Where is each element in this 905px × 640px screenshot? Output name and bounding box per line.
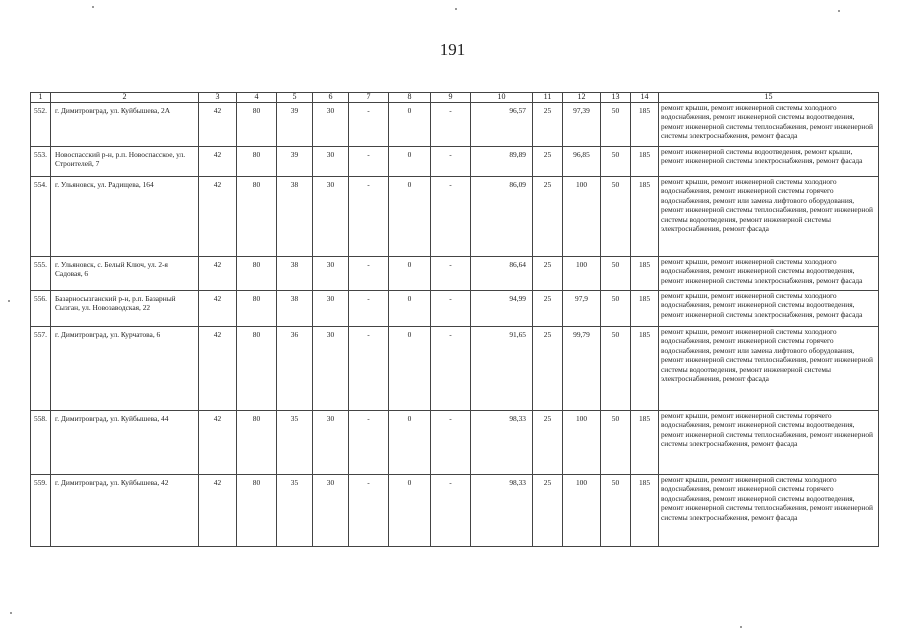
table-row <box>31 146 879 176</box>
value-cell: 80 <box>237 146 277 176</box>
value-cell: 42 <box>199 474 237 546</box>
value-cell: 0 <box>389 102 431 146</box>
value-cell: - <box>349 290 389 326</box>
value-cell: 0 <box>389 326 431 410</box>
value-cell: - <box>349 176 389 256</box>
value-cell: 0 <box>389 146 431 176</box>
value-cell: 30 <box>313 326 349 410</box>
value-cell: 80 <box>237 326 277 410</box>
header-cell: 11 <box>533 93 563 103</box>
header-cell: 3 <box>199 93 237 103</box>
value-cell: 80 <box>237 410 277 474</box>
scan-speck <box>740 626 742 628</box>
value-cell: 39 <box>277 146 313 176</box>
header-cell: 5 <box>277 93 313 103</box>
table-row <box>31 326 879 410</box>
value-cell: 94,99 <box>471 290 533 326</box>
value-cell: - <box>349 146 389 176</box>
value-cell: 80 <box>237 290 277 326</box>
address-cell: Новоспасский р-н, р.п. Новоспасское, ул. Строителей, 7 <box>51 146 199 176</box>
value-cell: 50 <box>601 102 631 146</box>
value-cell: 80 <box>237 176 277 256</box>
value-cell: 50 <box>601 326 631 410</box>
address-cell: г. Димитровград, ул. Куйбышева, 42 <box>51 474 199 546</box>
value-cell: 0 <box>389 176 431 256</box>
value-cell: - <box>431 474 471 546</box>
works-cell: ремонт крыши, ремонт инженерной системы холодного водоснабжения, ремонт инженерной системы горячего водоснабжения, ремонт или замена лифтового оборудования, ремонт инженерной системы теплоснабжения, ремонт инженерной системы водоотведения, ремонт инженерной системы электроснабжения, ремонт фасада <box>659 176 879 256</box>
table-row <box>31 102 879 146</box>
row-number-cell: 553. <box>31 146 51 176</box>
value-cell: 50 <box>601 256 631 290</box>
header-cell: 4 <box>237 93 277 103</box>
value-cell: 42 <box>199 290 237 326</box>
value-cell: - <box>349 410 389 474</box>
value-cell: 38 <box>277 290 313 326</box>
row-number-cell: 557. <box>31 326 51 410</box>
value-cell: 30 <box>313 290 349 326</box>
scan-speck <box>8 300 10 302</box>
value-cell: 100 <box>563 256 601 290</box>
header-cell: 1 <box>31 93 51 103</box>
value-cell: - <box>349 256 389 290</box>
value-cell: 86,09 <box>471 176 533 256</box>
value-cell: - <box>431 176 471 256</box>
value-cell: 91,65 <box>471 326 533 410</box>
works-cell: ремонт крыши, ремонт инженерной системы холодного водоснабжения, ремонт инженерной системы горячего водоснабжения, ремонт инженерной системы водоотведения, ремонт инженерной системы теплоснабжения, ремонт инженерной системы электроснабжения, ремонт фасада <box>659 474 879 546</box>
works-cell: ремонт крыши, ремонт инженерной системы холодного водоснабжения, ремонт инженерной системы горячего водоснабжения, ремонт или замена лифтового оборудования, ремонт инженерной системы теплоснабжения, ремонт инженерной системы водоотведения, ремонт инженерной системы электроснабжения, ремонт фасада <box>659 326 879 410</box>
works-cell: ремонт крыши, ремонт инженерной системы холодного водоснабжения, ремонт инженерной системы водоотведения, ремонт инженерной системы электроснабжения, ремонт фасада <box>659 290 879 326</box>
value-cell: - <box>349 474 389 546</box>
address-cell: г. Димитровград, ул. Курчатова, 6 <box>51 326 199 410</box>
address-cell: Базарносызганский р-н, р.п. Базарный Сызган, ул. Новозаводская, 22 <box>51 290 199 326</box>
value-cell: 25 <box>533 290 563 326</box>
header-cell: 14 <box>631 93 659 103</box>
value-cell: 0 <box>389 410 431 474</box>
value-cell: 30 <box>313 474 349 546</box>
header-row <box>31 93 879 103</box>
value-cell: 96,57 <box>471 102 533 146</box>
value-cell: 100 <box>563 176 601 256</box>
table-row <box>31 474 879 546</box>
address-cell: г. Ульяновск, с. Белый Ключ, ул. 2-я Садовая, 6 <box>51 256 199 290</box>
row-number-cell: 555. <box>31 256 51 290</box>
header-cell: 12 <box>563 93 601 103</box>
table-row <box>31 256 879 290</box>
header-cell: 15 <box>659 93 879 103</box>
header-cell: 9 <box>431 93 471 103</box>
scan-speck <box>455 8 457 10</box>
scan-speck <box>838 10 840 12</box>
value-cell: 25 <box>533 410 563 474</box>
value-cell: 30 <box>313 176 349 256</box>
value-cell: 80 <box>237 102 277 146</box>
value-cell: 0 <box>389 474 431 546</box>
row-number-cell: 554. <box>31 176 51 256</box>
value-cell: 42 <box>199 146 237 176</box>
value-cell: 35 <box>277 474 313 546</box>
value-cell: 25 <box>533 256 563 290</box>
value-cell: 96,85 <box>563 146 601 176</box>
value-cell: 25 <box>533 474 563 546</box>
scan-speck <box>10 612 12 614</box>
value-cell: 35 <box>277 410 313 474</box>
value-cell: 50 <box>601 410 631 474</box>
value-cell: 38 <box>277 256 313 290</box>
value-cell: 80 <box>237 256 277 290</box>
value-cell: 50 <box>601 290 631 326</box>
value-cell: 185 <box>631 474 659 546</box>
value-cell: - <box>431 146 471 176</box>
value-cell: 50 <box>601 146 631 176</box>
header-cell: 7 <box>349 93 389 103</box>
value-cell: 42 <box>199 256 237 290</box>
value-cell: 185 <box>631 256 659 290</box>
value-cell: 30 <box>313 410 349 474</box>
table-row <box>31 410 879 474</box>
header-cell: 2 <box>51 93 199 103</box>
value-cell: - <box>431 410 471 474</box>
header-cell: 8 <box>389 93 431 103</box>
value-cell: - <box>431 102 471 146</box>
value-cell: - <box>431 326 471 410</box>
repair-table <box>30 92 879 547</box>
value-cell: 99,79 <box>563 326 601 410</box>
value-cell: - <box>431 256 471 290</box>
value-cell: 185 <box>631 102 659 146</box>
value-cell: 25 <box>533 146 563 176</box>
value-cell: 100 <box>563 474 601 546</box>
value-cell: 0 <box>389 290 431 326</box>
value-cell: 80 <box>237 474 277 546</box>
value-cell: 42 <box>199 102 237 146</box>
works-cell: ремонт крыши, ремонт инженерной системы горячего водоснабжения, ремонт инженерной системы водоотведения, ремонт инженерной системы теплоснабжения, ремонт инженерной системы электроснабжения, ремонт фасада <box>659 410 879 474</box>
value-cell: 30 <box>313 146 349 176</box>
address-cell: г. Димитровград, ул. Куйбышева, 44 <box>51 410 199 474</box>
value-cell: 97,9 <box>563 290 601 326</box>
value-cell: 42 <box>199 410 237 474</box>
value-cell: 97,39 <box>563 102 601 146</box>
value-cell: 30 <box>313 256 349 290</box>
value-cell: 185 <box>631 410 659 474</box>
value-cell: 86,64 <box>471 256 533 290</box>
address-cell: г. Димитровград, ул. Куйбышева, 2А <box>51 102 199 146</box>
works-cell: ремонт крыши, ремонт инженерной системы холодного водоснабжения, ремонт инженерной системы водоотведения, ремонт инженерной системы теплоснабжения, ремонт инженерной системы электроснабжения, ремонт фасада <box>659 102 879 146</box>
value-cell: 50 <box>601 176 631 256</box>
value-cell: 98,33 <box>471 474 533 546</box>
header-cell: 10 <box>471 93 533 103</box>
value-cell: 38 <box>277 176 313 256</box>
value-cell: 42 <box>199 326 237 410</box>
value-cell: 89,89 <box>471 146 533 176</box>
value-cell: - <box>349 326 389 410</box>
value-cell: 42 <box>199 176 237 256</box>
value-cell: 25 <box>533 102 563 146</box>
value-cell: 36 <box>277 326 313 410</box>
value-cell: 30 <box>313 102 349 146</box>
value-cell: - <box>349 102 389 146</box>
works-cell: ремонт крыши, ремонт инженерной системы холодного водоснабжения, ремонт инженерной системы водоотведения, ремонт инженерной системы электроснабжения, ремонт фасада <box>659 256 879 290</box>
value-cell: 98,33 <box>471 410 533 474</box>
page-number: 191 <box>439 40 466 59</box>
works-cell: ремонт инженерной системы водоотведения, ремонт крыши, ремонт инженерной системы электроснабжения, ремонт фасада <box>659 146 879 176</box>
row-number-cell: 556. <box>31 290 51 326</box>
scan-speck <box>92 6 94 8</box>
value-cell: - <box>431 290 471 326</box>
value-cell: 0 <box>389 256 431 290</box>
value-cell: 39 <box>277 102 313 146</box>
row-number-cell: 552. <box>31 102 51 146</box>
value-cell: 50 <box>601 474 631 546</box>
table-row <box>31 290 879 326</box>
value-cell: 185 <box>631 176 659 256</box>
value-cell: 25 <box>533 176 563 256</box>
value-cell: 100 <box>563 410 601 474</box>
value-cell: 185 <box>631 326 659 410</box>
row-number-cell: 559. <box>31 474 51 546</box>
table-row <box>31 176 879 256</box>
header-cell: 13 <box>601 93 631 103</box>
value-cell: 185 <box>631 146 659 176</box>
header-cell: 6 <box>313 93 349 103</box>
address-cell: г. Ульяновск, ул. Радищева, 164 <box>51 176 199 256</box>
row-number-cell: 558. <box>31 410 51 474</box>
value-cell: 185 <box>631 290 659 326</box>
value-cell: 25 <box>533 326 563 410</box>
